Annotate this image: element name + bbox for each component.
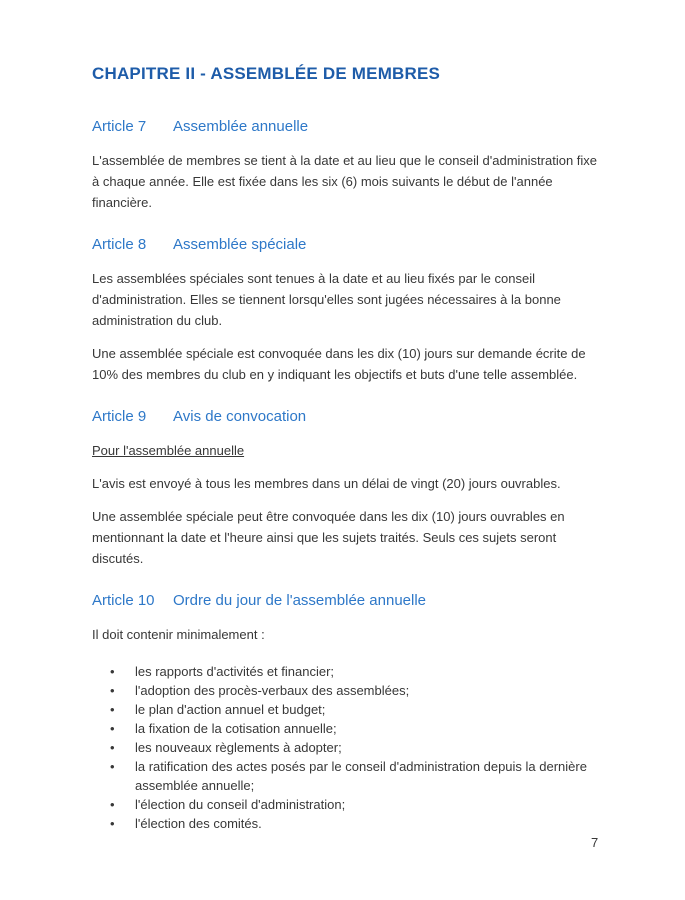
paragraph: L'assemblée de membres se tient à la date et au lieu que le conseil d'administration fixe à chaque année. Elle est fixée dans les six (6) mois suivants le début de l'année financière. (92, 153, 598, 210)
article-label: Article 10 (92, 592, 155, 609)
article-9-heading (92, 407, 604, 426)
bullet-item: • l'élection des comités. (92, 814, 604, 833)
article-label: Article 8 (92, 236, 147, 253)
article-8-heading (92, 235, 604, 254)
article-label: Article 7 (92, 118, 147, 135)
bullet-item: • la fixation de la cotisation annuelle; (92, 719, 604, 738)
bullet-item: • les rapports d'activités et financier; (92, 662, 604, 681)
paragraph: Il doit contenir minimalement : (92, 627, 265, 642)
article-title: Assemblée spéciale (173, 236, 307, 253)
article-7-heading (92, 117, 604, 136)
article-title: Assemblée annuelle (173, 118, 309, 135)
article-10-heading (92, 591, 604, 610)
bullet-item: • le plan d'action annuel et budget; (92, 700, 604, 719)
paragraph: Une assemblée spéciale est convoquée dans les dix (10) jours sur demande écrite de 10% des membres du club en y indiquant les objectifs et buts d'une telle assemblée. (92, 346, 586, 382)
page-number: 7 (591, 835, 599, 850)
document-content (92, 64, 604, 833)
paragraph: L'avis est envoyé à tous les membres dans un délai de vingt (20) jours ouvrables. (92, 476, 561, 491)
article-label: Article 9 (92, 408, 147, 425)
bullet-item: • l'adoption des procès-verbaux des assemblées; (92, 681, 604, 700)
article-title: Ordre du jour de l'assemblée annuelle (173, 592, 427, 609)
paragraph: Les assemblées spéciales sont tenues à la date et au lieu fixés par le conseil d'administration. Elles se tiennent lorsqu'elles sont jugées nécessaires à la bonne administration du club. (92, 271, 561, 328)
bullet-item: • les nouveaux règlements à adopter; (92, 738, 604, 757)
agenda-bullet-list (92, 662, 604, 833)
subheading-assemblee-annuelle: Pour l'assemblée annuelle (92, 443, 245, 458)
article-title: Avis de convocation (173, 408, 307, 425)
paragraph: Une assemblée spéciale peut être convoquée dans les dix (10) jours ouvrables en mentionnant la date et l'heure ainsi que les sujets traités. Seuls ces sujets seront discutés. (92, 509, 565, 566)
bullet-item: • l'élection du conseil d'administration; (92, 795, 604, 814)
bullet-item: • la ratification des actes posés par le conseil d'administration depuis la dernière assemblée annuelle; (92, 757, 604, 795)
chapter-title: CHAPITRE II - ASSEMBLÉE DE MEMBRES (92, 64, 441, 83)
